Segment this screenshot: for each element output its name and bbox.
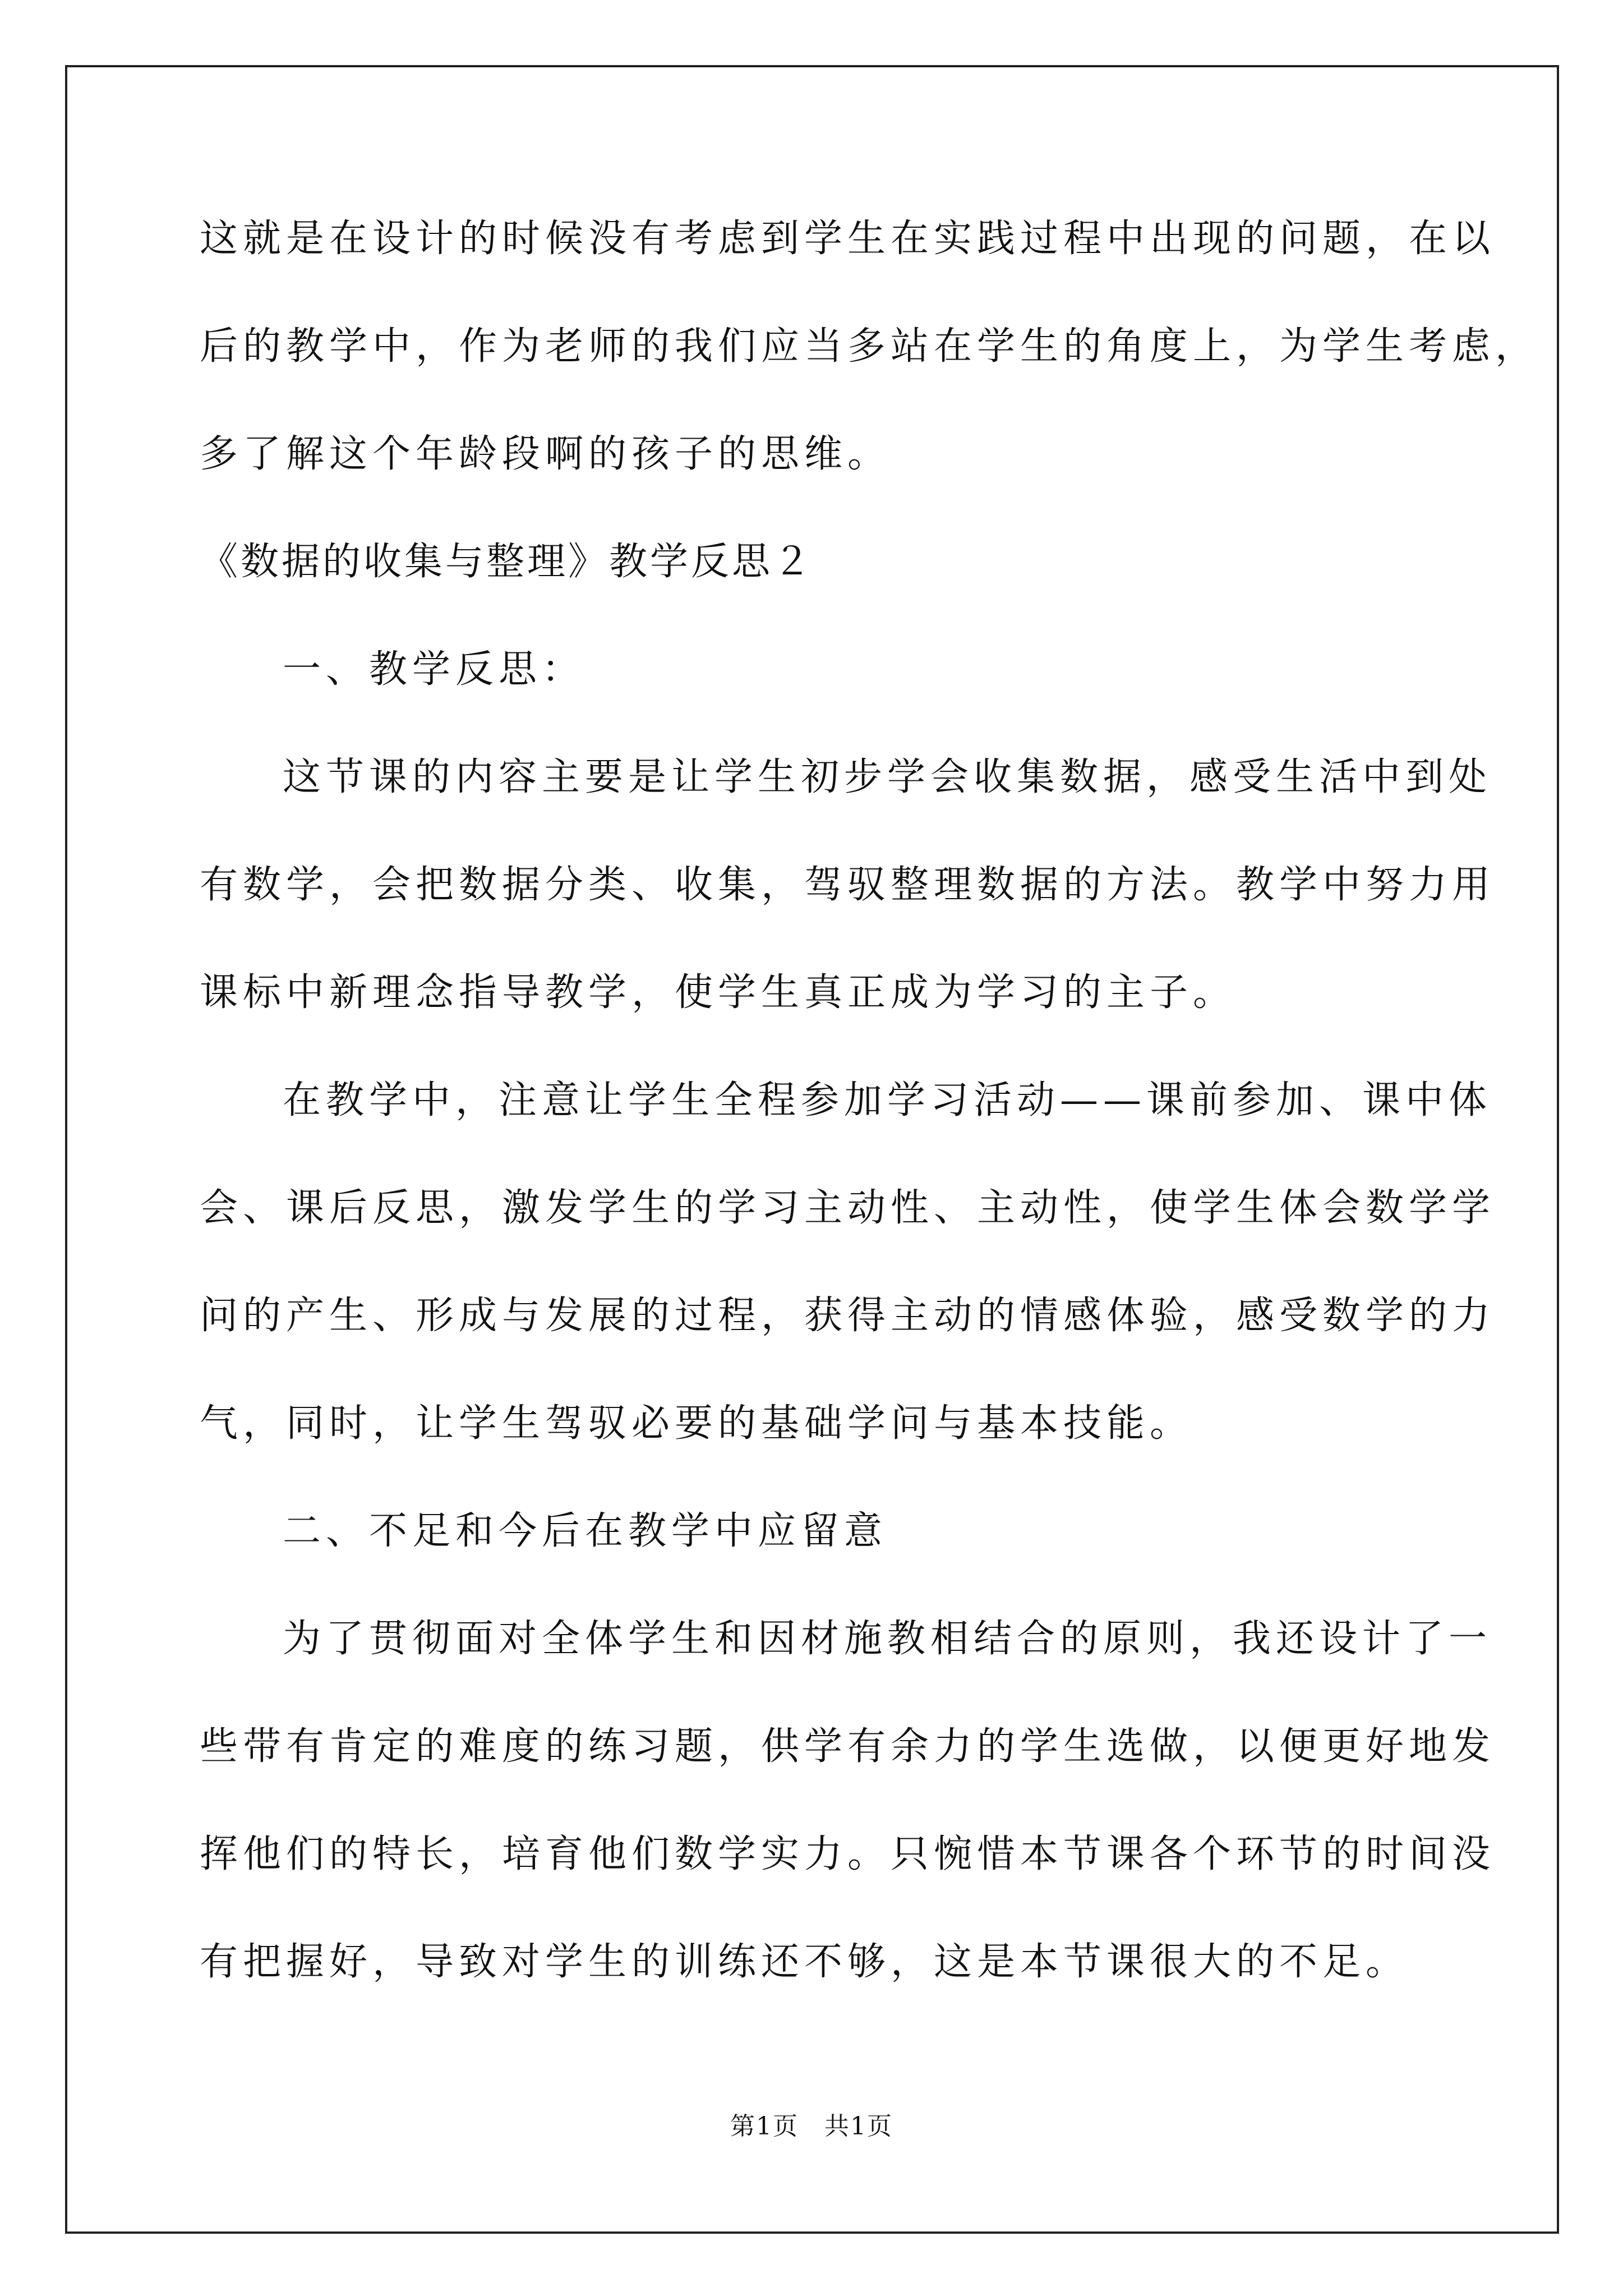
- paragraph-line: 课标中新理念指导教学，使学生真正成为学习的主子。: [200, 970, 1237, 1015]
- paragraph-line: 有数学，会把数据分类、收集，驾驭整理数据的方法。教学中努力用: [200, 863, 1496, 907]
- paragraph-line: 些带有肯定的难度的练习题，供学有余力的学生选做，以便更好地发: [200, 1724, 1496, 1769]
- paragraph-line: 问的产生、形成与发展的过程，获得主动的情感体验，感受数学的力: [200, 1294, 1496, 1338]
- paragraph-line: 气，同时，让学生驾驭必要的基础学问与基本技能。: [200, 1401, 1193, 1446]
- paragraph-line: 这节课的内容主要是让学生初步学会收集数据，感受生活中到处: [283, 755, 1492, 799]
- paragraph-line: 会、课后反思，激发学生的学习主动性、主动性，使学生体会数学学: [200, 1186, 1496, 1230]
- paragraph-line: 有把握好，导致对学生的训练还不够，这是本节课很大的不足。: [200, 1940, 1409, 1984]
- paragraph-line: 为了贯彻面对全体学生和因材施教相结合的原则，我还设计了一: [283, 1617, 1492, 1661]
- section-heading: 一、教学反思：: [283, 647, 585, 692]
- page-border: [65, 65, 1559, 2234]
- paragraph-line: 多了解这个年龄段啊的孩子的思维。: [200, 432, 891, 476]
- paragraph-line: 这就是在设计的时候没有考虑到学生在实践过程中出现的问题，在以: [200, 217, 1496, 261]
- page-footer: 第1页 共1页: [730, 2112, 893, 2141]
- paragraph-line: 挥他们的特长，培育他们数学实力。只惋惜本节课各个环节的时间没: [200, 1832, 1496, 1876]
- paragraph-line: 在教学中，注意让学生全程参加学习活动——课前参加、课中体: [283, 1078, 1492, 1122]
- section-title: 《数据的收集与整理》教学反思２: [200, 540, 814, 584]
- paragraph-line: 后的教学中，作为老师的我们应当多站在学生的角度上，为学生考虑，: [200, 324, 1539, 369]
- section-heading: 二、不足和今后在教学中应留意: [283, 1509, 888, 1553]
